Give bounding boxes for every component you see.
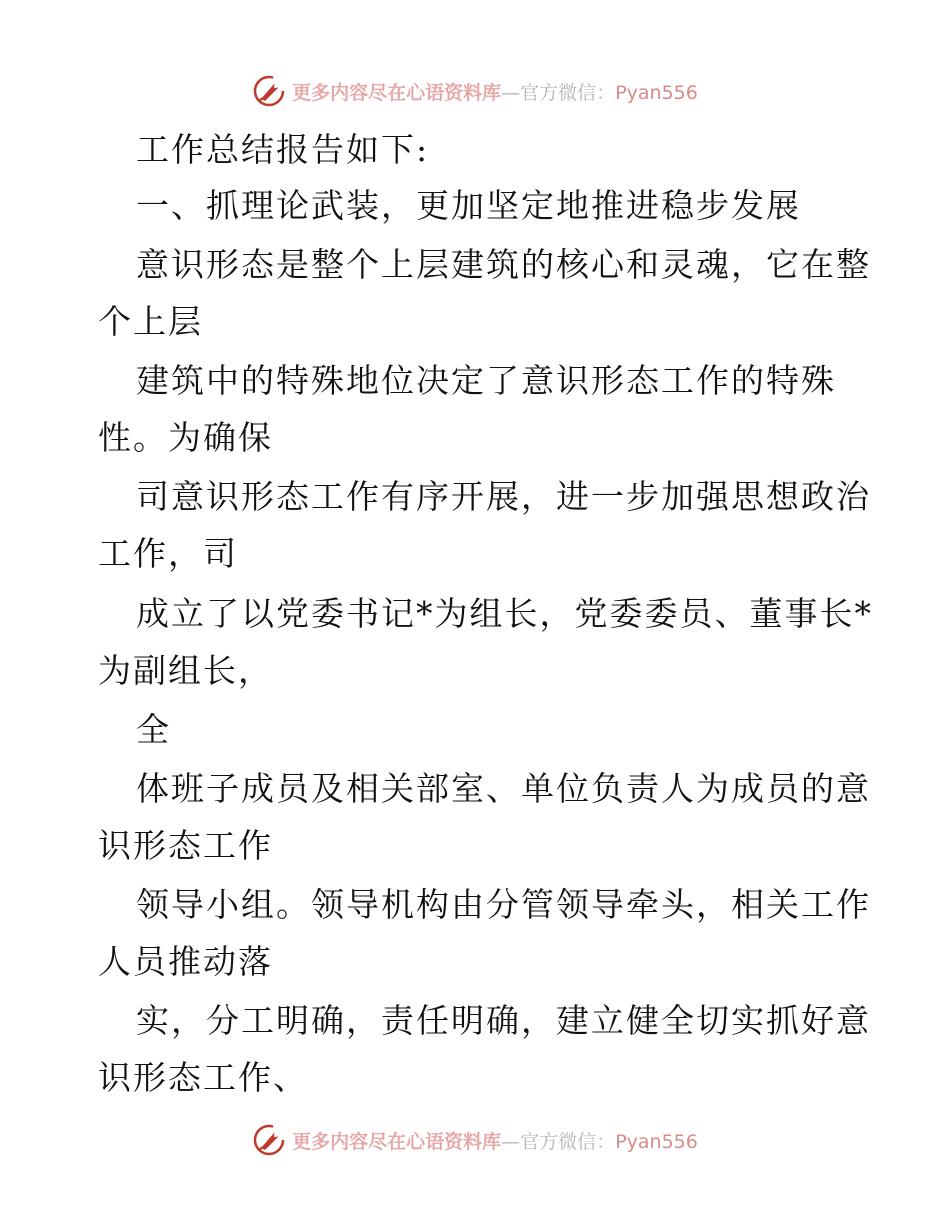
- doc-line: 为副组长，: [98, 651, 273, 690]
- doc-line: 成立了以党委书记*为组长，党委委员、董事长*: [136, 594, 873, 633]
- header-banner-main: 更多内容尽在心语资料库: [292, 81, 502, 104]
- header-banner-wechat-label: 官方微信：: [520, 81, 616, 104]
- header-banner-content: [252, 74, 698, 108]
- doc-line: 识形态工作、: [98, 1058, 308, 1097]
- pen-nib-logo-icon: [252, 1123, 286, 1157]
- footer-banner-main: 更多内容尽在心语资料库: [292, 1130, 502, 1153]
- doc-line: 司意识形态工作有序开展，进一步加强思想政治: [136, 477, 871, 516]
- header-banner-separator: —: [501, 81, 521, 104]
- header-banner-text: [292, 78, 698, 105]
- doc-line: 领导小组。领导机构由分管领导牵头，相关工作: [136, 885, 871, 924]
- doc-line: 识形态工作: [98, 826, 273, 865]
- footer-banner-content: [252, 1123, 698, 1157]
- doc-line: 实，分工明确，责任明确，建立健全切实抓好意: [136, 1001, 871, 1040]
- footer-banner-wechat-id: Pyan556: [615, 1130, 698, 1153]
- doc-line: 体班子成员及相关部室、单位负责人为成员的意: [136, 769, 871, 808]
- doc-line: 人员推动落: [98, 942, 273, 981]
- doc-line-heading: 工作总结报告如下:: [136, 130, 430, 169]
- footer-banner-wechat-label: 官方微信：: [520, 1130, 616, 1153]
- doc-line: 工作，司: [98, 534, 238, 573]
- doc-line: 建筑中的特殊地位决定了意识形态工作的特殊: [136, 361, 836, 400]
- doc-line: 意识形态是整个上层建筑的核心和灵魂，它在整: [136, 245, 871, 284]
- header-banner-wechat-id: Pyan556: [615, 81, 698, 104]
- footer-banner-separator: —: [501, 1130, 521, 1153]
- footer-banner-text: [292, 1127, 698, 1154]
- footer-banner: [0, 1120, 950, 1160]
- header-banner: [0, 71, 950, 111]
- doc-line: 全: [136, 710, 171, 749]
- doc-line: 性。为确保: [98, 418, 273, 457]
- doc-line-section-title: 一、抓理论武装，更加坚定地推进稳步发展: [136, 186, 801, 225]
- pen-nib-logo-icon: [252, 74, 286, 108]
- doc-line: 个上层: [98, 302, 203, 341]
